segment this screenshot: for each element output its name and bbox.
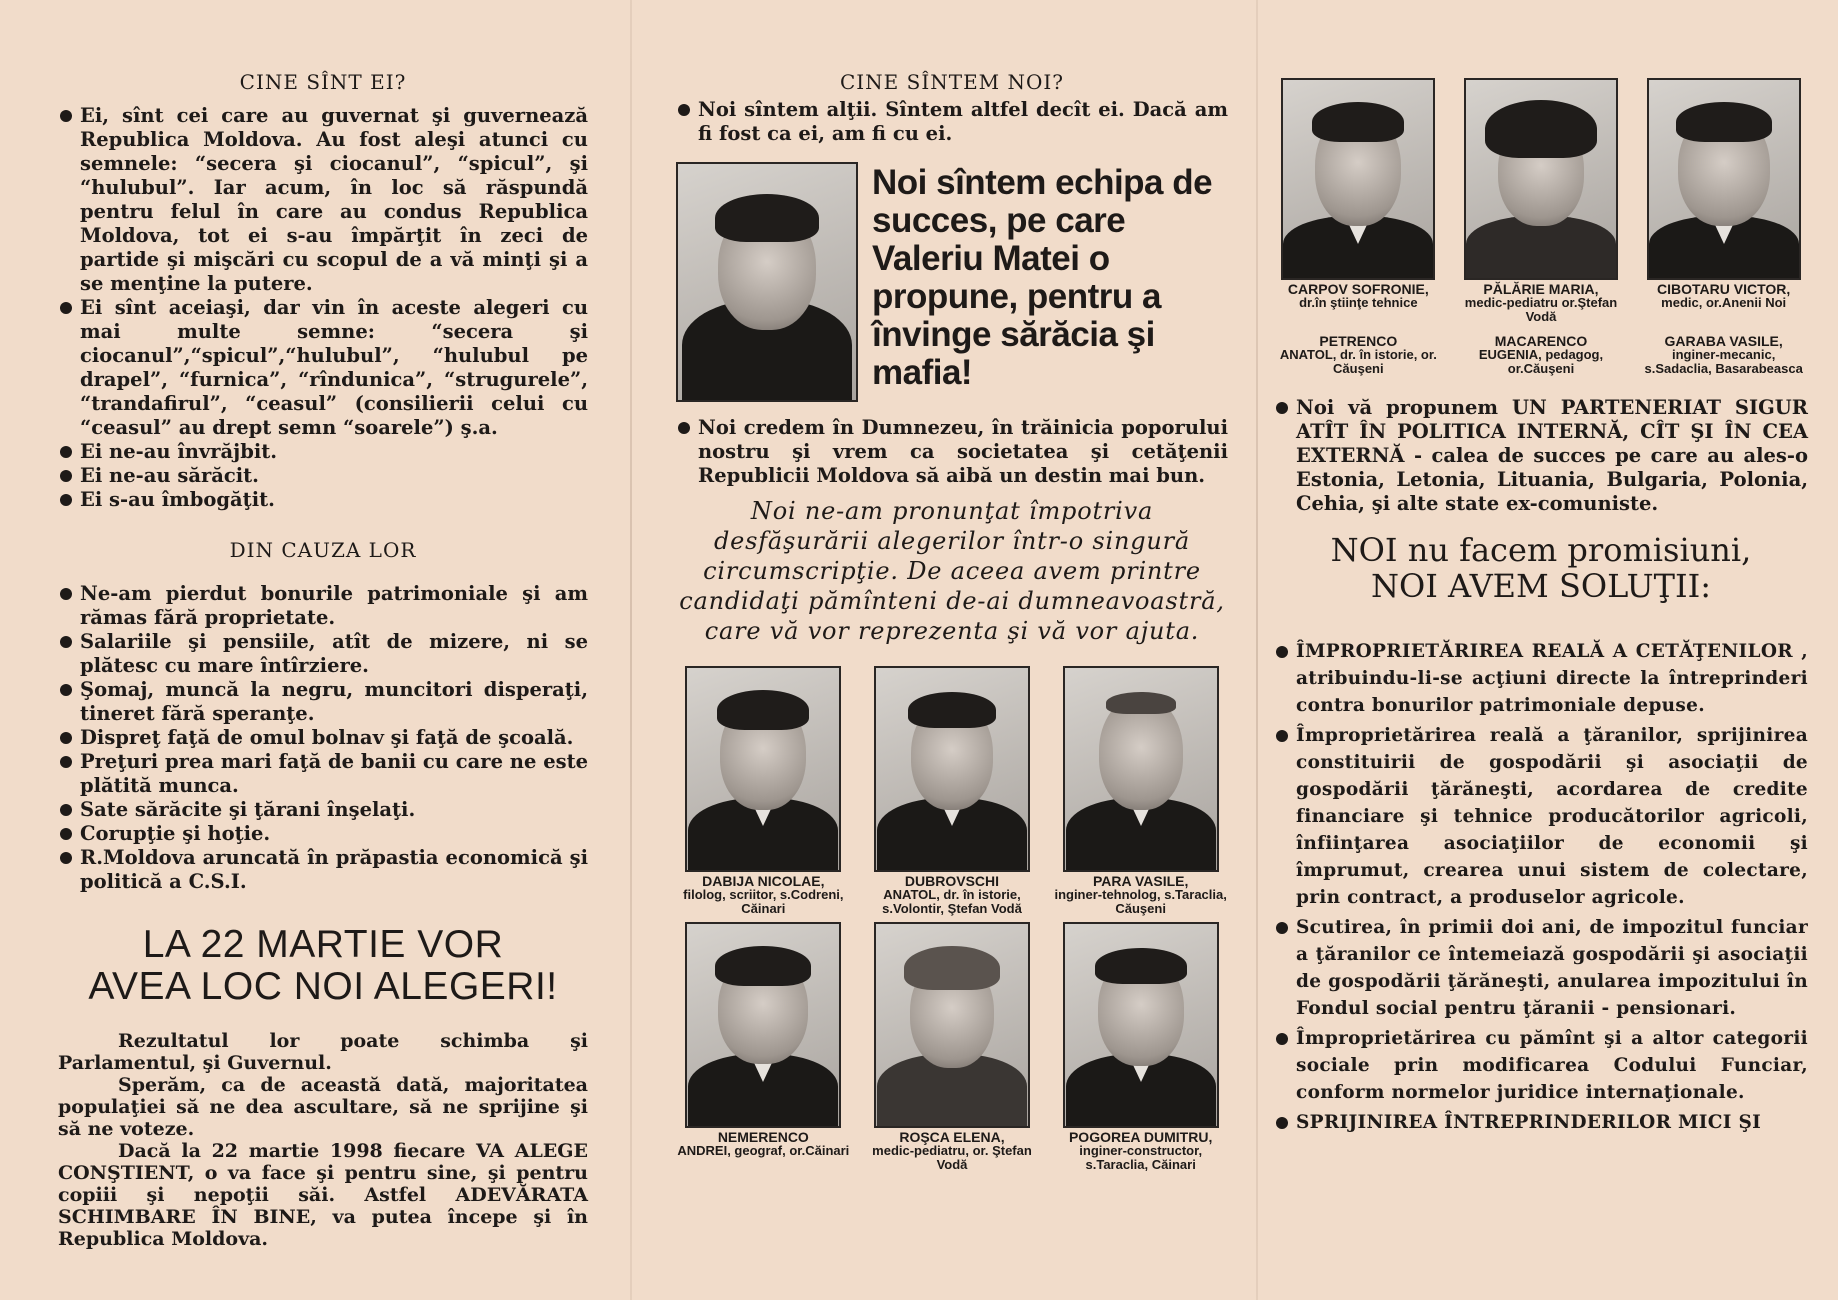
partner-strong: UN PARTENERIAT SIGUR ATÎT ÎN POLITICA INTERNĂ, CÎT ŞI ÎN CEA EXTERNĂ xyxy=(1296,396,1808,467)
belief-list xyxy=(676,416,1228,488)
they-list xyxy=(58,104,588,512)
election-headline xyxy=(58,924,588,1008)
candidate-card xyxy=(676,922,851,1172)
candidate-caption xyxy=(1639,334,1808,376)
solutions-list xyxy=(1274,638,1808,1136)
list-item: Ei, sînt cei care au guvernat şi guvernează Republica Moldova. Au fost aleşi atunci cu semnele: “secera şi ciocanul”, “spicul”, şi “hulubul”. Iar acum, în loc să răspundă pentru felul în care au condus Republica Moldova, tot ei s-au împărţit în zeci de partide şi mişcări cu scopul de a vă minţi şi a se menţine la putere. xyxy=(58,104,588,296)
list-item: Ne-am pierdut bonurile patrimoniale şi am rămas fără proprietate. xyxy=(58,582,588,630)
candidate-photo xyxy=(874,666,1030,872)
candidate-name: POGOREA DUMITRU, xyxy=(1068,1129,1213,1145)
candidate-name: CIBOTARU VICTOR, xyxy=(1657,281,1791,297)
candidate-desc: medic, or.Anenii Noi xyxy=(1661,295,1787,310)
candidate-card xyxy=(1457,78,1626,324)
text-candidates xyxy=(1274,334,1808,376)
candidate-desc: EUGENIA, pedagog, or.Căuşeni xyxy=(1478,347,1604,376)
candidate-name: PETRENCO xyxy=(1319,333,1398,349)
section-title-cine-sintem-noi: CINE SÎNTEM NOI? xyxy=(839,70,1065,94)
list-item: Scutirea, în primii doi ani, de impozitul funciar a ţăranilor ce întemeiază gospodării şi asociaţii de gospodării ţărăneşti, anularea impozitului în Fondul social pentru ţăranii - pensionari. xyxy=(1274,914,1808,1022)
top-candidate-photos xyxy=(1274,78,1808,324)
list-item: R.Moldova aruncată în prăpastia economică şi politică a C.S.I. xyxy=(58,846,588,894)
candidate-card xyxy=(865,922,1040,1172)
leader-block xyxy=(676,162,1228,402)
intro-list xyxy=(676,98,1228,146)
candidate-desc: ANATOL, dr. în istorie, s.Volontir, Ştefan Vodă xyxy=(882,887,1022,916)
candidate-photo xyxy=(874,922,1030,1128)
paragraph: Rezultatul lor poate schimba şi Parlamentul, şi Guvernul. xyxy=(58,1030,588,1074)
candidate-desc: medic-pediatru, or. Ştefan Vodă xyxy=(872,1143,1032,1172)
candidate-name: DUBROVSCHI xyxy=(904,873,1000,889)
candidate-grid xyxy=(676,666,1228,1172)
list-item: SPRIJINIREA ÎNTREPRINDERILOR MICI ŞI xyxy=(1274,1109,1808,1136)
list-item: Împroprietărirea reală a ţăranilor, sprijinirea constituirii de gospodării şi asociaţii de gospodării ţărăneşti, acordarea de credite financiare şi tehnice producătorilor agricoli, înfiinţarea asociaţiilor de economii şi împrumut, crearea unui sistem de colectare, prin contract, a produselor agricole. xyxy=(1274,722,1808,911)
candidate-photo xyxy=(1063,666,1219,872)
paragraph: Sperăm, ca de această dată, majoritatea populaţiei să ne dea ascultare, să ne sprijine şi să ne voteze. xyxy=(58,1074,588,1140)
candidate-name: DABIJA NICOLAE, xyxy=(702,873,825,889)
candidate-photo xyxy=(1063,922,1219,1128)
list-item: Dispreţ faţă de omul bolnav şi faţă de şcoală. xyxy=(58,726,588,750)
list-item: Sate sărăcite şi ţărani înşelaţi. xyxy=(58,798,588,822)
leader-photo xyxy=(676,162,858,402)
candidate-desc: inginer-constructor, s.Taraclia, Căinari xyxy=(1079,1143,1203,1172)
candidate-caption xyxy=(1274,334,1443,376)
list-item: Împroprietărirea cu pămînt şi a altor categorii sociale prin modificarea Codului Funciar, conform normelor juridice internaţionale. xyxy=(1274,1025,1808,1106)
candidate-desc: filolog, scriitor, s.Codreni, Căinari xyxy=(683,887,844,916)
headline-line: LA 22 MARTIE VOR xyxy=(142,923,504,966)
list-item: Preţuri prea mari faţă de banii cu care ne este plătită munca. xyxy=(58,750,588,798)
list-item: Salariile şi pensiile, atît de mizere, ni se plătesc cu mare întîrziere. xyxy=(58,630,588,678)
candidate-name: PARA VASILE, xyxy=(1092,873,1189,889)
candidate-card xyxy=(676,666,851,916)
section-title-cine-sint-ei: CINE SÎNT EI? xyxy=(239,70,407,94)
headline-line: AVEA LOC NOI ALEGERI! xyxy=(88,965,558,1008)
candidate-desc: ANDREI, geograf, or.Căinari xyxy=(677,1143,850,1158)
candidate-photo xyxy=(1281,78,1435,280)
candidate-desc: medic-pediatru or.Ştefan Vodă xyxy=(1464,295,1618,324)
candidate-desc: ANATOL, dr. în istorie, or. Căuşeni xyxy=(1279,347,1437,376)
paragraph: Dacă la 22 martie 1998 fiecare VA ALEGE CONŞTIENT, o va face şi pentru sine, şi pentru copiii şi nepoţii săi. Astfel ADEVĂRATA SCHIMBARE ÎN BINE, va putea începe şi în Republica Moldova. xyxy=(58,1140,588,1250)
candidate-photo xyxy=(685,666,841,872)
partnership-list xyxy=(1274,396,1808,516)
partner-rest: - calea de succes pe care au ales-o Estonia, Letonia, Lituania, Bulgaria, Polonia, Cehia, şi alte state ex-comuniste. xyxy=(1296,444,1808,515)
section-title-din-cauza-lor: DIN CAUZA LOR xyxy=(229,538,417,562)
candidate-desc: dr.în ştiinţe tehnice xyxy=(1299,295,1418,310)
candidate-photo xyxy=(1464,78,1618,280)
candidate-card xyxy=(1639,78,1808,324)
promise-line: NOI nu facem promisiuni, xyxy=(1330,531,1752,569)
candidate-name: ROŞCA ELENA, xyxy=(899,1129,1005,1145)
candidate-caption xyxy=(1457,334,1626,376)
promise-line: NOI AVEM SOLUŢII: xyxy=(1371,567,1711,605)
solutions-headline xyxy=(1274,532,1808,604)
list-item: Ei ne-au învrăjbit. xyxy=(58,440,588,464)
candidate-card xyxy=(865,666,1040,916)
right-panel xyxy=(1258,0,1838,1300)
circumscription-statement: Noi ne-am pronunţat împotriva desfăşurării alegerilor într-o singură circumscripţie. De aceea avem printre candidaţi pămînteni de-ai dumneavoastră, care vă vor reprezenta şi vă vor ajuta. xyxy=(679,497,1225,645)
list-item: Corupţie şi hoţie. xyxy=(58,822,588,846)
candidate-card xyxy=(1053,666,1228,916)
candidate-photo xyxy=(1647,78,1801,280)
list-item: Ei sînt aceiaşi, dar vin în aceste alegeri cu mai multe semne: “secera şi ciocanul”,“spicul”,“hulubul”, “hulubul pe drapel”, “furnica”, “rîndunica”, “strugurele”, “trandafirul”, “ceasul” (consilierii celui cu “ceasul” au drept semn “soarele”) ş.a. xyxy=(58,296,588,440)
list-item: Şomaj, muncă la negru, muncitori disperaţi, tineret fără speranţe. xyxy=(58,678,588,726)
candidate-name: MACARENCO xyxy=(1494,333,1588,349)
list-item: Noi credem în Dumnezeu, în trăinicia poporului nostru şi vrem ca societatea şi cetăţenii Republicii Moldova să aibă un destin mai bun. xyxy=(676,416,1228,488)
list-item: Noi sîntem alţii. Sîntem altfel decît ei. Dacă am fi fost ca ei, am fi cu ei. xyxy=(676,98,1228,146)
candidate-desc: inginer-mecanic, s.Sadaclia, Basarabeasca xyxy=(1644,347,1803,376)
candidate-card xyxy=(1053,922,1228,1172)
team-slogan: Noi sîntem echipa de succes, pe care Valeriu Matei o propune, pentru a învinge sărăcia şi mafia! xyxy=(872,163,1213,392)
middle-panel xyxy=(632,0,1254,1300)
candidate-name: CARPOV SOFRONIE, xyxy=(1287,281,1429,297)
candidate-desc: inginer-tehnolog, s.Taraclia, Căuşeni xyxy=(1054,887,1227,916)
candidate-card xyxy=(1274,78,1443,324)
candidate-name: NEMERENCO xyxy=(717,1129,809,1145)
list-item: Ei ne-au sărăcit. xyxy=(58,464,588,488)
partnership-item xyxy=(1274,396,1808,516)
list-item: Ei s-au îmbogăţit. xyxy=(58,488,588,512)
candidate-name: PĂLĂRIE MARIA, xyxy=(1483,281,1599,297)
partner-lead: Noi vă propunem xyxy=(1296,396,1499,419)
list-item: ÎMPROPRIETĂRIREA REALĂ A CETĂŢENILOR , atribuindu-li-se acţiuni directe la întreprinderi contra bonurilor patrimoniale depuse. xyxy=(1274,638,1808,719)
left-panel xyxy=(0,0,628,1300)
candidate-name: GARABA VASILE, xyxy=(1664,333,1783,349)
candidate-photo xyxy=(685,922,841,1128)
because-list xyxy=(58,582,588,894)
